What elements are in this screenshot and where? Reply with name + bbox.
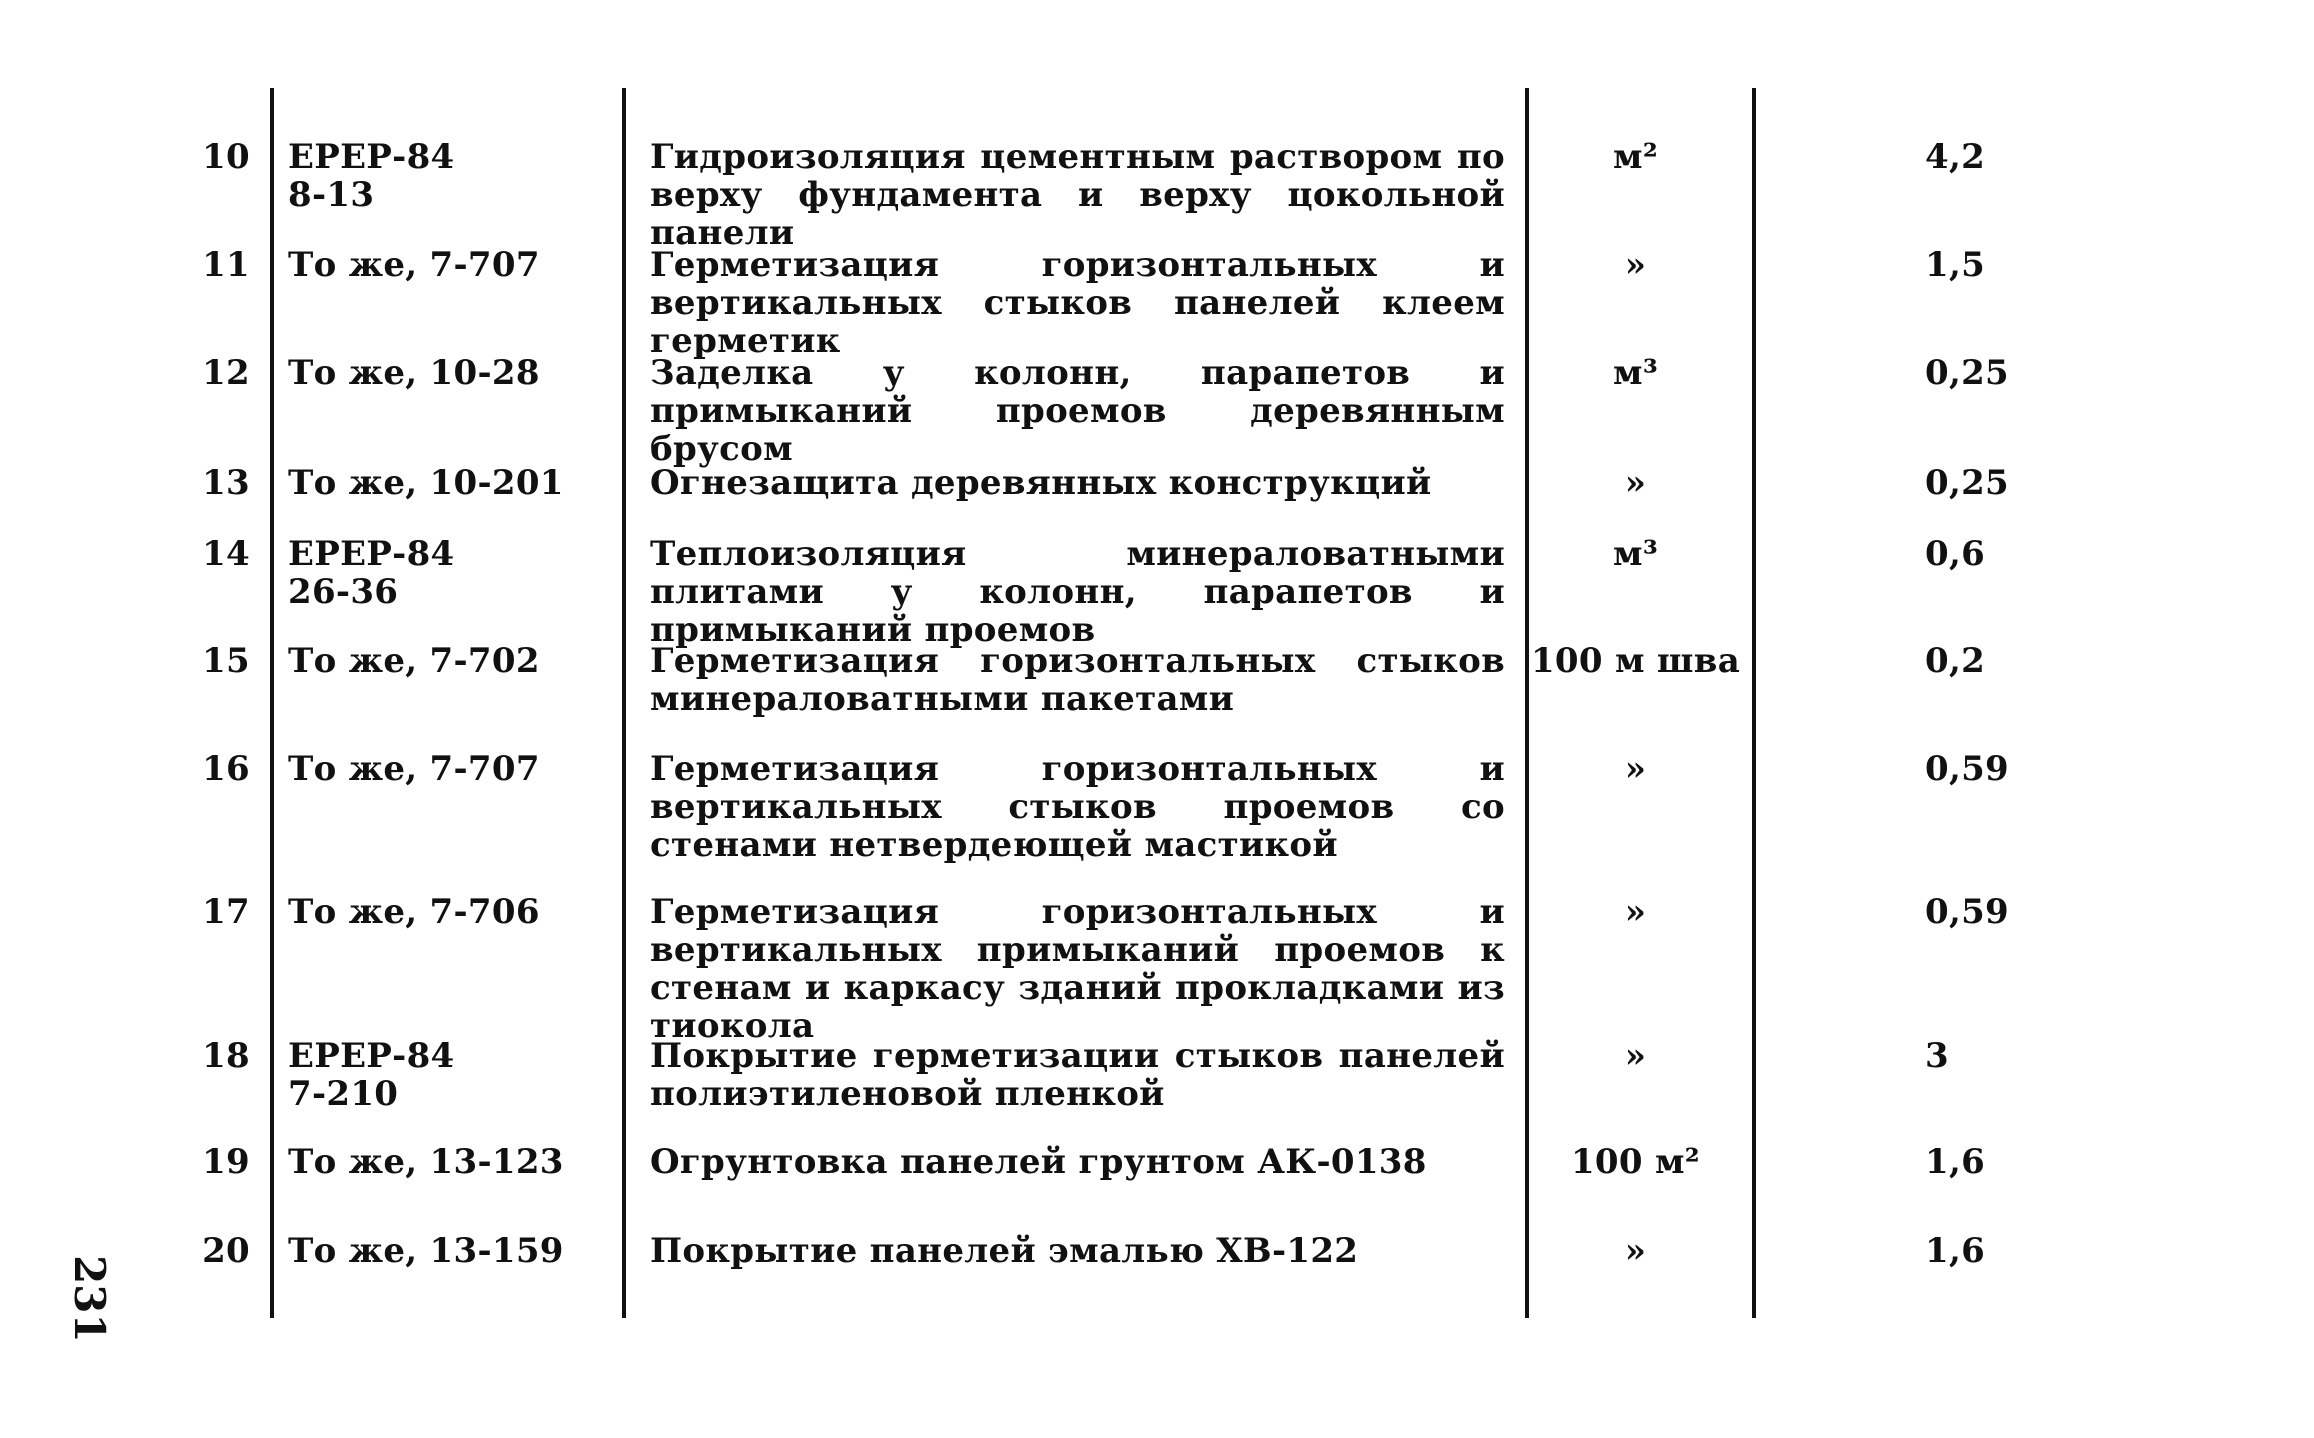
quantity: 1,5 [1925, 245, 1986, 285]
unit: м³ [1612, 534, 1659, 574]
row-number: 10 [202, 137, 250, 177]
row-number: 15 [202, 641, 250, 681]
rate-code: То же, 7-707 [288, 245, 540, 285]
unit: 100 м шва [1530, 641, 1741, 681]
row-number: 13 [202, 463, 250, 503]
work-name: Герметизация горизонтальных и вертикальных стыков проемов со стенами нетвердеющей мастикой [650, 749, 1505, 865]
quantity: 0,6 [1925, 534, 1986, 574]
row-number: 20 [202, 1231, 250, 1271]
unit: » [1624, 245, 1647, 285]
column-rule-2 [622, 88, 626, 1318]
rate-code: ЕРЕР-84 7-210 [288, 1036, 455, 1114]
rate-code: То же, 10-201 [288, 463, 564, 503]
quantity: 1,6 [1925, 1142, 1986, 1182]
row-number: 16 [202, 749, 250, 789]
work-name: Герметизация горизонтальных и вертикальных примыканий проемов к стенам и каркасу зданий прокладками из тиокола [650, 892, 1505, 1046]
quantity: 0,59 [1925, 749, 2010, 789]
work-name: Покрытие панелей эмалью ХВ-122 [650, 1231, 1359, 1271]
unit: 100 м² [1570, 1142, 1701, 1182]
row-number: 18 [202, 1036, 250, 1076]
unit: » [1624, 892, 1647, 932]
unit: » [1624, 749, 1647, 789]
unit: м² [1612, 137, 1659, 177]
work-name: Огнезащита деревянных конструкций [650, 463, 1432, 503]
row-number: 14 [202, 534, 250, 574]
row-number: 19 [202, 1142, 250, 1182]
quantity: 0,59 [1925, 892, 2010, 932]
row-number: 11 [202, 245, 250, 285]
unit: » [1624, 463, 1647, 503]
quantity: 0,2 [1925, 641, 1986, 681]
row-number: 17 [202, 892, 250, 932]
column-rule-4 [1752, 88, 1756, 1318]
rate-code: То же, 7-707 [288, 749, 540, 789]
rate-code: То же, 7-706 [288, 892, 540, 932]
quantity: 3 [1925, 1036, 1949, 1076]
unit: м³ [1612, 353, 1659, 393]
work-name: Теплоизоляция минераловатными плитами у колонн, парапетов и примыканий проемов [650, 534, 1505, 650]
quantity: 0,25 [1925, 353, 2010, 393]
quantity: 4,2 [1925, 137, 1986, 177]
work-name: Гидроизоляция цементным раствором по верху фундамента и верху цокольной панели [650, 137, 1505, 253]
rate-code: ЕРЕР-84 8-13 [288, 137, 455, 215]
rate-code: То же, 13-159 [288, 1231, 564, 1271]
work-name: Покрытие герметизации стыков панелей полиэтиленовой пленкой [650, 1036, 1505, 1114]
work-name: Огрунтовка панелей грунтом АК-0138 [650, 1142, 1427, 1182]
work-name: Герметизация горизонтальных и вертикальных стыков панелей клеем герметик [650, 245, 1505, 361]
work-name: Герметизация горизонтальных стыков минераловатными пакетами [650, 641, 1505, 719]
quantity: 1,6 [1925, 1231, 1986, 1271]
unit: » [1624, 1231, 1647, 1271]
rate-code: То же, 13-123 [288, 1142, 564, 1182]
rate-code: То же, 7-702 [288, 641, 540, 681]
row-number: 12 [202, 353, 250, 393]
page-number: 231 [65, 1255, 114, 1343]
column-rule-1 [270, 88, 274, 1318]
unit: » [1624, 1036, 1647, 1076]
quantity: 0,25 [1925, 463, 2010, 503]
rate-code: ЕРЕР-84 26-36 [288, 534, 455, 612]
work-name: Заделка у колонн, парапетов и примыканий проемов деревянным брусом [650, 353, 1505, 469]
rate-code: То же, 10-28 [288, 353, 540, 393]
